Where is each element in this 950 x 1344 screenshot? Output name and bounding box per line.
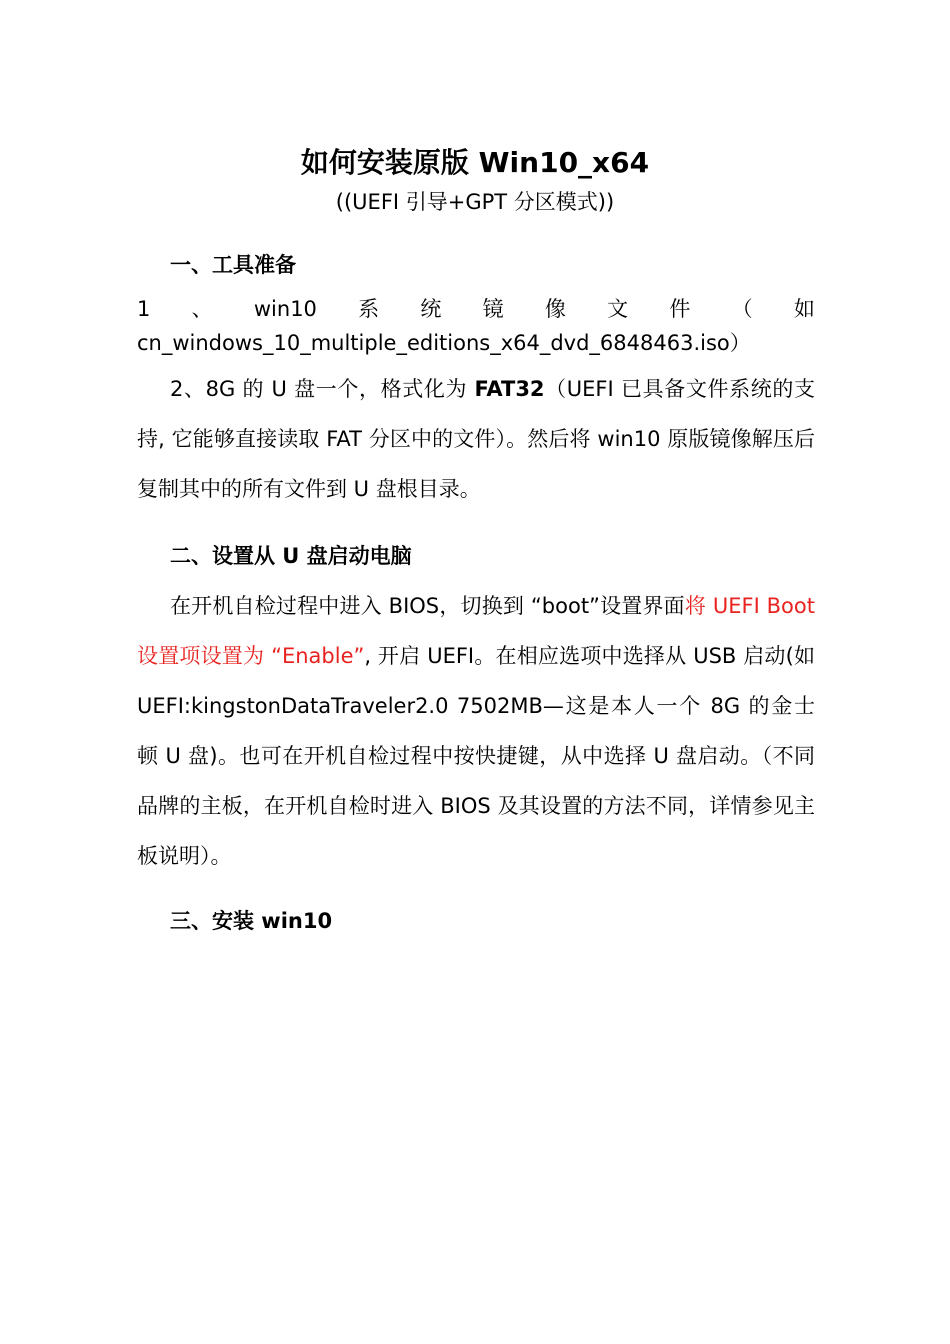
document-title: 如何安装原版 Win10_x64	[300, 146, 650, 179]
boot-text-b: , 开启 UEFI。在相应选项中选择从 USB 启动(如 UEFI:kingstonDataTraveler2.0 7502MB—这是本人一个 8G 的金士顿 U 盘)。也可在开机自检过程中按快捷键，从中选择 U 盘启动。（不同品牌的主板，在开机自检时进入 BIOS 及其设置的方法不同，详情参见主板说明）。	[137, 644, 815, 868]
item1-token: win10	[253, 297, 317, 321]
item2-format-bold: FAT32	[474, 377, 545, 401]
item1-token: 系	[358, 297, 380, 321]
item2-paragraph	[137, 364, 815, 514]
item2-text-b: （UEFI 已具备文件系统的支持, 它能够直接读取 FAT 分区中的文件）。然后将 win10 原版镜像解压后复制其中的所有文件到 U 盘根目录。	[137, 377, 815, 501]
item1-token: 文	[607, 297, 629, 321]
item1-token: 镜	[482, 297, 504, 321]
boot-highlight-red: 将 UEFI Boot 设置项设置为 “Enable”	[137, 594, 815, 668]
item1-token: 件	[669, 297, 691, 321]
document-subtitle: ((UEFI 引导+GPT 分区模式))	[335, 190, 615, 214]
item1-token: （	[731, 297, 753, 321]
item1-token: 统	[420, 297, 442, 321]
item1-filename: cn_windows_10_multiple_editions_x64_dvd_6848463.iso）	[137, 331, 751, 355]
section-heading-boot: 二、设置从 U 盘启动电脑	[170, 544, 412, 568]
section-heading-tools: 一、工具准备	[170, 253, 296, 277]
item1-token: 1	[137, 297, 151, 321]
item1-token: 、	[191, 297, 213, 321]
item1-first-line	[137, 294, 815, 324]
boot-paragraph	[137, 581, 815, 881]
item1-token: 如	[793, 297, 815, 321]
boot-text-a: 在开机自检过程中进入 BIOS，切换到 “boot”设置界面	[170, 594, 685, 618]
section-heading-install: 三、安装 win10	[170, 909, 333, 933]
item1-token: 像	[544, 297, 566, 321]
item2-text-a: 2、8G 的 U 盘一个，格式化为	[170, 377, 475, 401]
